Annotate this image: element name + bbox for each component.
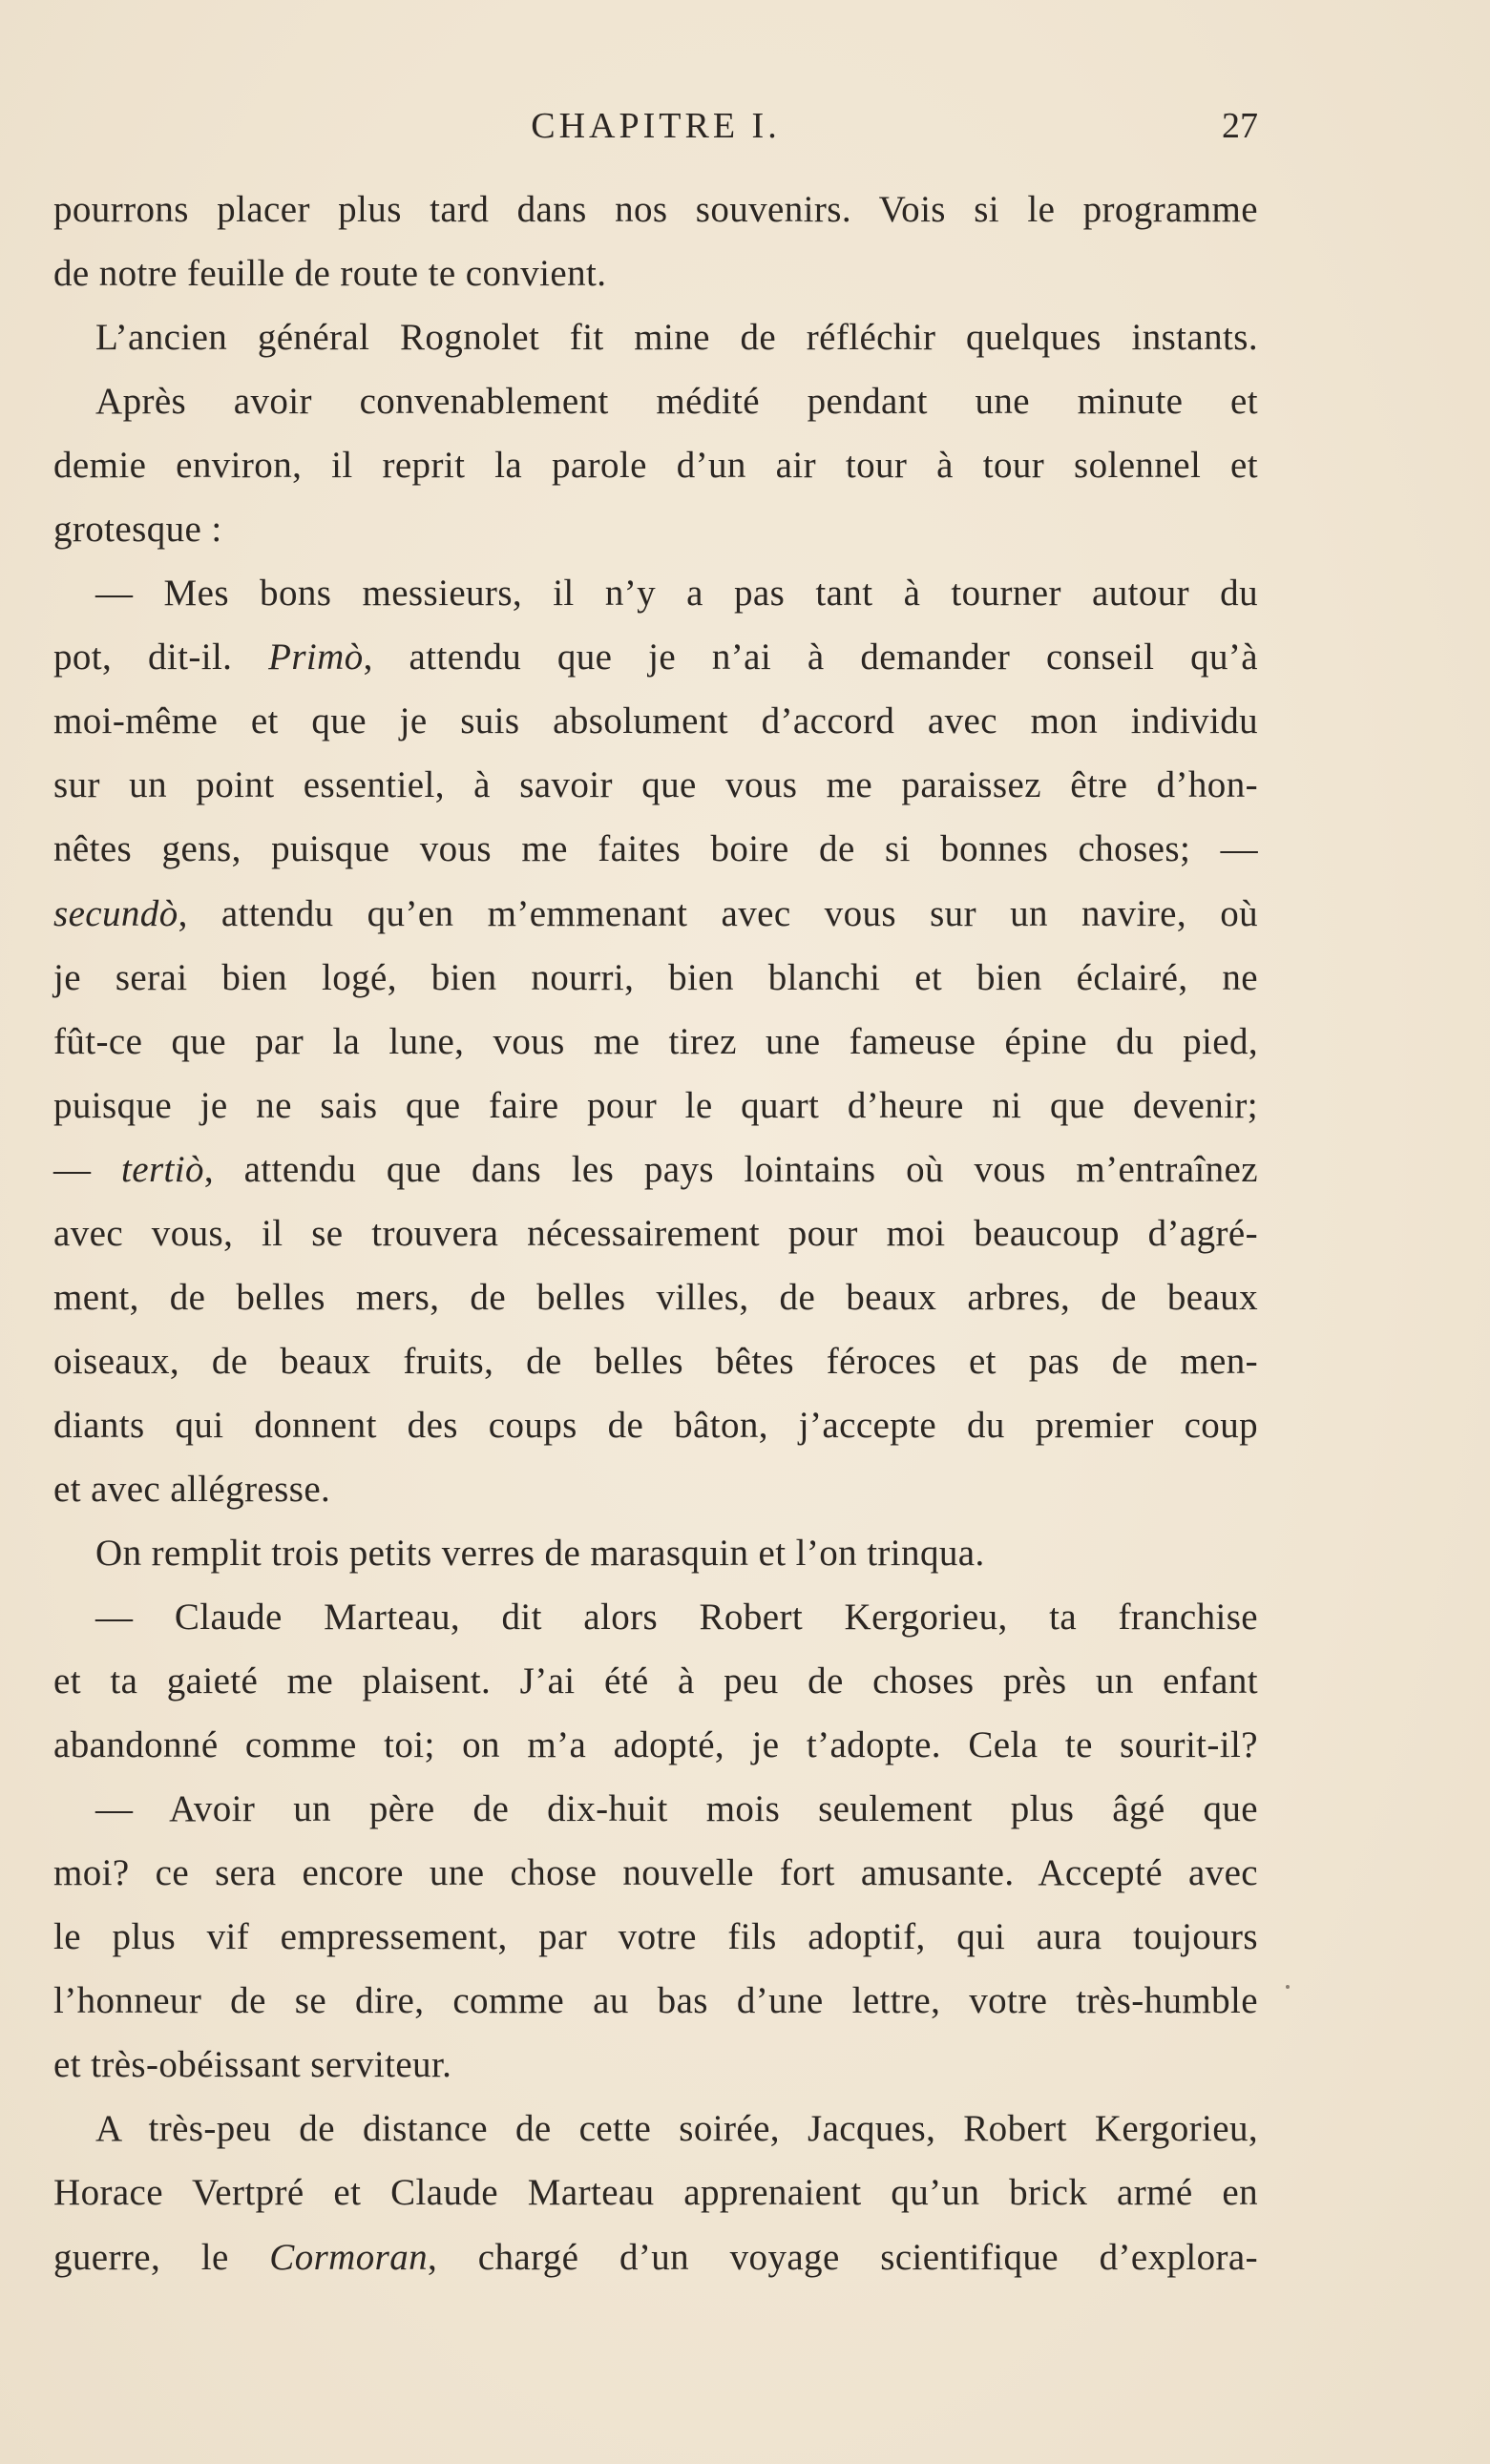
text-line: — Mes bons messieurs, il n’y a pas tant à tourner autour du [95,573,1258,615]
latin-term-primo: Primò [268,637,364,679]
text-line: diants qui donnent des coups de bâton, j’accepte du premier coup [53,1404,1258,1446]
text-line: A très-peu de distance de cette soirée, Jacques, Robert Kergorieu, [95,2108,1258,2150]
text-line: ment, de belles mers, de belles villes, de beaux arbres, de beaux [53,1276,1258,1318]
body-text [53,177,1258,2289]
text-line: L’ancien général Rognolet fit mine de réfléchir quelques instants. [95,317,1258,359]
text-line: demie environ, il reprit la parole d’un air tour à tour solennel et [53,445,1258,487]
text-line: Horace Vertpré et Claude Marteau apprenaient qu’un brick armé en [53,2172,1258,2214]
text-line: puisque je ne sais que faire pour le quart d’heure ni que devenir; [53,1084,1258,1126]
text-segment: — [53,1148,122,1190]
text-line: On remplit trois petits verres de marasquin et l’on trinqua. [95,1532,985,1574]
text-line: oiseaux, de beaux fruits, de belles bêtes féroces et pas de men- [53,1340,1258,1382]
text-line: nêtes gens, puisque vous me faites boire de si bonnes choses; — [53,828,1258,870]
text-line [53,2225,1258,2289]
text-line: grotesque : [53,509,222,551]
text-line: le plus vif empressement, par votre fils adoptif, qui aura toujours [53,1916,1258,1958]
text-line: et avec allégresse. [53,1468,331,1510]
text-line: et ta gaieté me plaisent. J’ai été à peu de choses près un enfant [53,1660,1258,1702]
text-line: l’honneur de se dire, comme au bas d’une lettre, votre très-humble [53,1980,1258,2022]
latin-term-secundo: secundò [53,892,178,934]
text-line: pourrons placer plus tard dans nos souvenirs. Vois si le programme [53,189,1258,230]
page-header [53,105,1258,162]
text-segment: pot, dit-il. [53,637,269,679]
text-segment: guerre, le [53,2236,270,2278]
text-segment: , attendu que dans les pays lointains où vous m’entraînez [203,1148,1258,1190]
text-line: je serai bien logé, bien nourri, bien blanchi et bien éclairé, ne [53,956,1258,998]
text-line [53,882,1258,946]
text-segment: , chargé d’un voyage scientifique d’explora- [428,2236,1258,2278]
text-line: et très-obéissant serviteur. [53,2044,452,2086]
text-line: de notre feuille de route te convient. [53,253,607,295]
text-line [53,625,1258,689]
text-line: moi? ce sera encore une chose nouvelle fort amusante. Accepté avec [53,1852,1258,1894]
text-line: — Claude Marteau, dit alors Robert Kergorieu, ta franchise [95,1597,1258,1639]
text-line: moi-même et que je suis absolument d’accord avec mon individu [53,700,1258,742]
text-segment: , attendu qu’en m’emmenant avec vous sur un navire, où [178,892,1258,934]
text-segment: , attendu que je n’ai à demander conseil qu’à [363,637,1258,679]
text-line: Après avoir convenablement médité pendant une minute et [95,381,1258,423]
latin-term-tertio: tertiò [121,1148,204,1190]
ship-name-cormoran: Cormoran [269,2236,429,2278]
text-line [53,1138,1258,1201]
text-line: sur un point essentiel, à savoir que vous me paraissez être d’hon- [53,764,1258,806]
text-line: — Avoir un père de dix-huit mois seulement plus âgé que [95,1788,1258,1830]
running-title: CHAPITRE I. [531,106,781,146]
text-line: fût-ce que par la lune, vous me tirez une fameuse épine du pied, [53,1020,1258,1062]
printing-speck [1286,1985,1290,1989]
page-number: 27 [1222,106,1258,146]
text-line: abandonné comme toi; on m’a adopté, je t’adopte. Cela te sourit-il? [53,1724,1258,1766]
text-line: avec vous, il se trouvera nécessairement pour moi beaucoup d’agré- [53,1212,1258,1254]
